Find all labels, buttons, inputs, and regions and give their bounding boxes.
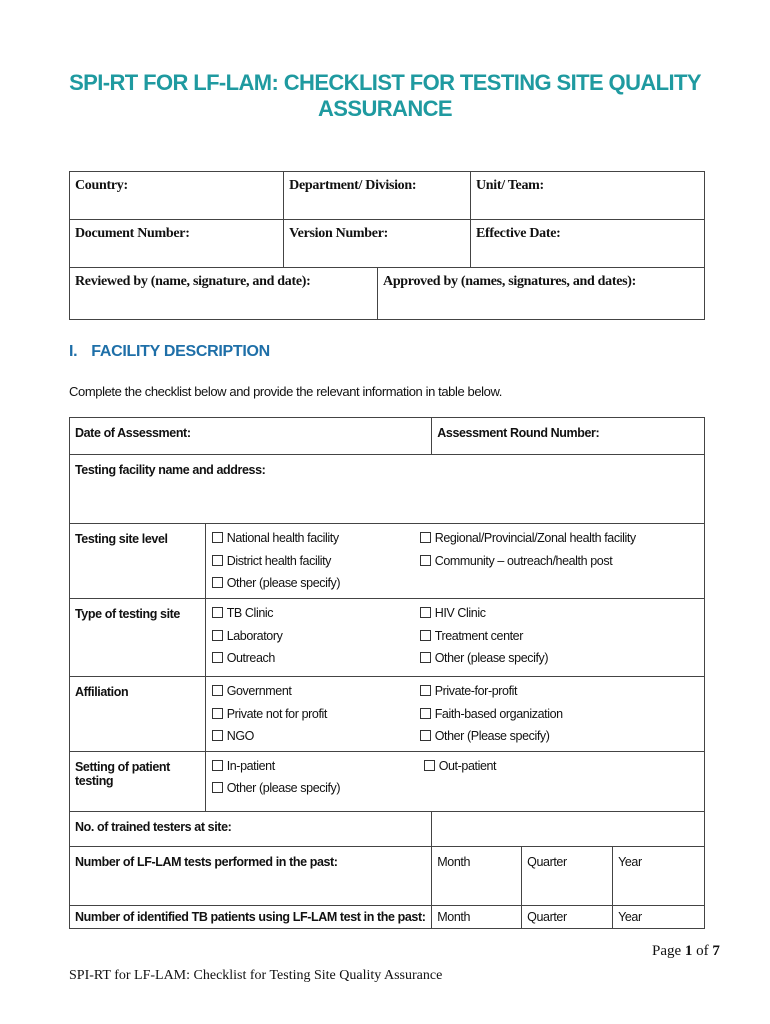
page-total: 7 xyxy=(712,943,720,959)
document-header-table xyxy=(69,171,705,320)
checkbox-icon[interactable] xyxy=(212,685,223,696)
assessment-round-label: Assessment Round Number: xyxy=(437,426,600,440)
year-label: Year xyxy=(618,909,642,924)
checkbox-icon[interactable] xyxy=(212,730,223,741)
site-type-options xyxy=(205,599,704,677)
checkbox-icon[interactable] xyxy=(212,607,223,618)
option-in-patient[interactable]: In-patient xyxy=(212,755,424,778)
page-current: 1 xyxy=(684,943,693,959)
facility-description-table xyxy=(69,417,705,929)
facility-name-label: Testing facility name and address: xyxy=(75,463,266,477)
section-number: I. xyxy=(69,343,78,360)
page-number xyxy=(652,943,720,960)
country-label: Country: xyxy=(75,178,128,193)
option-tb-clinic[interactable]: TB Clinic xyxy=(212,602,420,625)
tests-quarter-cell[interactable] xyxy=(522,846,613,905)
facility-name-cell[interactable] xyxy=(70,455,705,524)
document-number-label: Document Number: xyxy=(75,226,190,241)
quarter-label: Quarter xyxy=(527,854,567,869)
option-faith-based[interactable]: Faith-based organization xyxy=(420,703,563,726)
reviewed-by-label: Reviewed by (name, signature, and date): xyxy=(75,274,311,289)
site-type-label: Type of testing site xyxy=(70,599,206,677)
affiliation-label: Affiliation xyxy=(70,677,206,752)
checkbox-icon[interactable] xyxy=(420,708,431,719)
section-title: FACILITY DESCRIPTION xyxy=(91,343,270,360)
tests-year-cell[interactable] xyxy=(613,846,705,905)
page-label: Page xyxy=(652,943,682,959)
trained-testers-label: No. of trained testers at site: xyxy=(70,811,432,846)
checkbox-icon[interactable] xyxy=(212,630,223,641)
approved-by-cell[interactable] xyxy=(378,268,705,320)
checkbox-icon[interactable] xyxy=(420,685,431,696)
assessment-round-cell[interactable] xyxy=(432,418,705,455)
document-title: SPI-RT FOR LF-LAM: CHECKLIST FOR TESTING SITE QUALITY ASSURANCE xyxy=(69,70,701,121)
checkbox-icon[interactable] xyxy=(212,760,223,771)
checkbox-icon[interactable] xyxy=(420,555,431,566)
tb-quarter-cell[interactable] xyxy=(522,905,613,928)
option-regional-health-facility[interactable]: Regional/Provincial/Zonal health facility xyxy=(420,527,636,550)
patient-setting-label: Setting of patient testing xyxy=(70,751,206,811)
option-affiliation-other[interactable]: Other (Please specify) xyxy=(420,725,563,748)
trained-testers-value[interactable] xyxy=(432,811,705,846)
checkbox-icon[interactable] xyxy=(212,708,223,719)
affiliation-options xyxy=(205,677,704,752)
unit-cell[interactable] xyxy=(471,172,705,220)
site-level-options xyxy=(205,524,704,599)
effective-date-label: Effective Date: xyxy=(476,226,561,241)
option-site-level-other[interactable]: Other (please specify) xyxy=(212,572,420,595)
checkbox-icon[interactable] xyxy=(420,532,431,543)
document-footer: SPI-RT for LF-LAM: Checklist for Testing Site Quality Assurance xyxy=(69,968,443,983)
option-site-type-other[interactable]: Other (please specify) xyxy=(420,647,548,670)
intro-text: Complete the checklist below and provide the relevant information in table below. xyxy=(69,384,502,399)
checkbox-icon[interactable] xyxy=(212,577,223,588)
option-laboratory[interactable]: Laboratory xyxy=(212,625,420,648)
department-label: Department/ Division: xyxy=(289,178,417,193)
option-out-patient[interactable]: Out-patient xyxy=(424,755,496,778)
version-number-label: Version Number: xyxy=(289,226,388,241)
option-outreach[interactable]: Outreach xyxy=(212,647,420,670)
patient-setting-options xyxy=(205,751,704,811)
version-number-cell[interactable] xyxy=(284,220,471,268)
checkbox-icon[interactable] xyxy=(212,782,223,793)
checkbox-icon[interactable] xyxy=(212,652,223,663)
option-government[interactable]: Government xyxy=(212,680,420,703)
month-label: Month xyxy=(437,909,471,924)
quarter-label: Quarter xyxy=(527,909,567,924)
checkbox-icon[interactable] xyxy=(420,652,431,663)
department-cell[interactable] xyxy=(284,172,471,220)
option-national-health-facility[interactable]: National health facility xyxy=(212,527,420,550)
option-treatment-center[interactable]: Treatment center xyxy=(420,625,548,648)
checkbox-icon[interactable] xyxy=(420,730,431,741)
option-community-outreach[interactable]: Community – outreach/health post xyxy=(420,550,636,573)
reviewed-by-cell[interactable] xyxy=(70,268,378,320)
tests-performed-label: Number of LF-LAM tests performed in the past: xyxy=(70,846,432,905)
document-number-cell[interactable] xyxy=(70,220,284,268)
option-ngo[interactable]: NGO xyxy=(212,725,420,748)
site-level-label: Testing site level xyxy=(70,524,206,599)
page-of: of xyxy=(696,943,709,959)
tb-year-cell[interactable] xyxy=(613,905,705,928)
option-hiv-clinic[interactable]: HIV Clinic xyxy=(420,602,548,625)
section-heading xyxy=(69,343,270,361)
date-of-assessment-label: Date of Assessment: xyxy=(75,426,191,440)
option-setting-other[interactable]: Other (please specify) xyxy=(212,777,424,800)
tb-month-cell[interactable] xyxy=(432,905,522,928)
month-label: Month xyxy=(437,854,471,869)
unit-label: Unit/ Team: xyxy=(476,178,544,193)
tests-month-cell[interactable] xyxy=(432,846,522,905)
date-of-assessment-cell[interactable] xyxy=(70,418,432,455)
option-district-health-facility[interactable]: District health facility xyxy=(212,550,420,573)
checkbox-icon[interactable] xyxy=(212,555,223,566)
approved-by-label: Approved by (names, signatures, and dates): xyxy=(383,274,637,289)
checkbox-icon[interactable] xyxy=(424,760,435,771)
checkbox-icon[interactable] xyxy=(420,607,431,618)
checkbox-icon[interactable] xyxy=(420,630,431,641)
option-private-for-profit[interactable]: Private-for-profit xyxy=(420,680,563,703)
country-cell[interactable] xyxy=(70,172,284,220)
option-private-not-for-profit[interactable]: Private not for profit xyxy=(212,703,420,726)
effective-date-cell[interactable] xyxy=(471,220,705,268)
checkbox-icon[interactable] xyxy=(212,532,223,543)
year-label: Year xyxy=(618,854,642,869)
tb-patients-label: Number of identified TB patients using LF-LAM test in the past: xyxy=(70,905,432,928)
